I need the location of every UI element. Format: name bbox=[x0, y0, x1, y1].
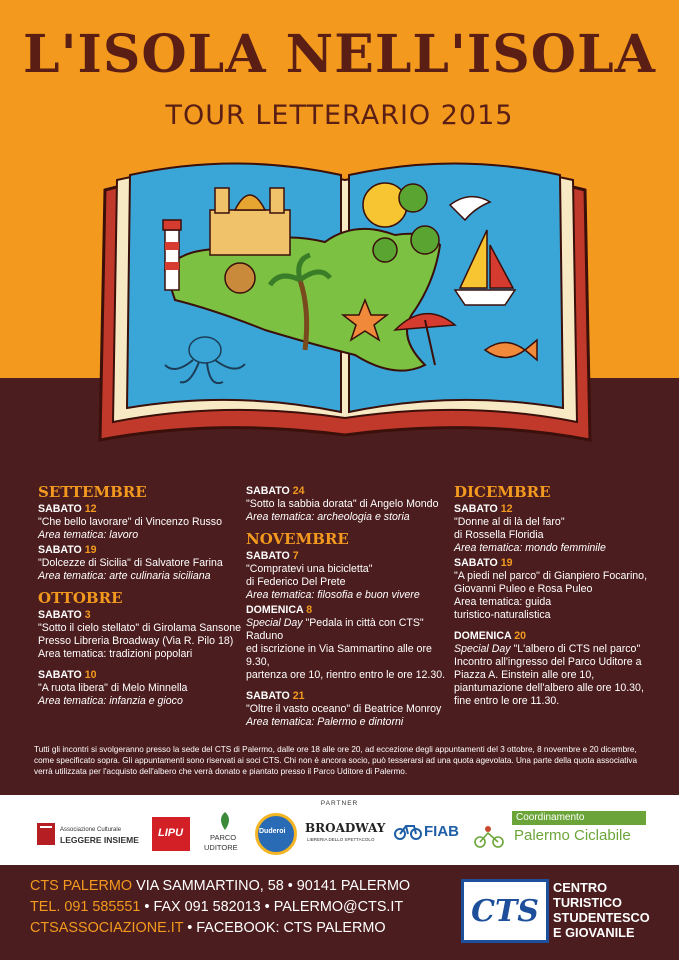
event-author: di Rossella Floridia bbox=[454, 529, 544, 541]
leggere-insieme-logo bbox=[36, 817, 146, 853]
event-detail: piantumazione dell'albero alle ore 10.30, bbox=[454, 682, 644, 694]
month-heading: DICEMBRE bbox=[454, 483, 551, 501]
event-detail: Piazza A. Einstein alle ore 10, bbox=[454, 669, 595, 681]
event-date: SABATO 3 bbox=[38, 609, 91, 621]
compass-drawing bbox=[225, 263, 255, 293]
leaf-icon bbox=[216, 811, 234, 831]
event-title: Special Day "Pedala in città con CTS" Raduno bbox=[246, 617, 424, 642]
event-title: Special Day "L'albero di CTS nel parco" bbox=[454, 643, 641, 655]
event-title: "Dolcezze di Sicilia" di Salvatore Farina bbox=[38, 557, 223, 569]
cts-full-name bbox=[553, 880, 673, 940]
event-title: "Donne al di là del faro" bbox=[454, 516, 565, 528]
partner-name: LIPU bbox=[158, 827, 184, 839]
event-title: "Sotto la sabbia dorata" di Angelo Mondo bbox=[246, 498, 439, 510]
event-detail: fine entro le ore 11.30. bbox=[454, 695, 560, 707]
event-area: Area tematica: infanzia e gioco bbox=[38, 695, 183, 707]
event-area: Area tematica: arte culinaria siciliana bbox=[38, 570, 211, 582]
cts-name-line: STUDENTESCO bbox=[553, 910, 650, 925]
event-location: Presso Libreria Broadway (Via R. Pilo 18) bbox=[38, 635, 234, 647]
poster-subtitle: TOUR LETTERARIO 2015 bbox=[165, 100, 514, 131]
partner-name: BROADWAY bbox=[305, 821, 386, 835]
tree-drawing bbox=[373, 238, 397, 262]
event-title: "A piedi nel parco" di Gianpiero Focarino, bbox=[454, 570, 648, 582]
parco-uditore-logo bbox=[200, 811, 250, 857]
partner-name: PARCO bbox=[210, 833, 237, 842]
broadway-logo bbox=[305, 821, 387, 849]
cts-name-line: TURISTICO bbox=[553, 895, 622, 910]
lighthouse-drawing bbox=[163, 220, 181, 290]
partners-strip bbox=[0, 795, 679, 865]
partner-name: Palermo Ciclabile bbox=[514, 827, 631, 844]
event-date: SABATO 21 bbox=[246, 690, 305, 702]
partner-name: FIAB bbox=[424, 823, 459, 840]
event-date: SABATO 10 bbox=[38, 669, 97, 681]
cts-name-line: CENTRO bbox=[553, 880, 608, 895]
contact-info bbox=[30, 876, 410, 939]
phone-line: TEL. 091 585551 • FAX 091 582013 • PALERMO@CTS.IT bbox=[30, 899, 404, 915]
partner-sub: Coordinamento bbox=[512, 811, 646, 825]
event-date: DOMENICA 20 bbox=[454, 630, 527, 642]
book-icon bbox=[36, 821, 56, 847]
cts-logo-letters: CTS bbox=[471, 894, 539, 929]
partner-name: Duderoi bbox=[259, 828, 286, 835]
cts-logo bbox=[461, 879, 549, 943]
month-heading: OTTOBRE bbox=[38, 589, 123, 607]
event-detail: ed iscrizione in Via Sammartino alle ore 9.30, bbox=[246, 643, 432, 668]
event-area: Area tematica: guida bbox=[454, 596, 552, 608]
event-area: Area tematica: filosofia e buon vivere bbox=[246, 589, 420, 601]
event-author: di Federico Del Prete bbox=[246, 576, 346, 588]
palermo-ciclabile-logo bbox=[472, 811, 648, 855]
event-date: SABATO 19 bbox=[38, 544, 97, 556]
poster-title: L'ISOLA NELL'ISOLA bbox=[23, 24, 656, 85]
event-author: Giovanni Puleo e Rosa Puleo bbox=[454, 583, 593, 595]
partner-name: LEGGERE INSIEME bbox=[60, 835, 139, 845]
event-date: SABATO 24 bbox=[246, 485, 305, 497]
cathedral-drawing bbox=[210, 188, 290, 255]
event-title: "A ruota libera" di Melo Minnella bbox=[38, 682, 188, 694]
cts-name-line: E GIOVANILE bbox=[553, 925, 635, 940]
lipu-logo bbox=[152, 817, 190, 851]
partner-name: UDITORE bbox=[204, 843, 238, 852]
tree-drawing bbox=[411, 226, 439, 254]
event-date: SABATO 12 bbox=[454, 503, 513, 515]
event-detail: partenza ore 10, rientro entro le ore 12.30. bbox=[246, 669, 446, 681]
event-area: Area tematica: lavoro bbox=[38, 529, 139, 541]
web-line: CTSASSOCIAZIONE.IT • FACEBOOK: CTS PALERMO bbox=[30, 920, 386, 936]
partners-label: PARTNER bbox=[320, 800, 359, 807]
event-area: turistico-naturalistica bbox=[454, 609, 551, 621]
duderoi-logo bbox=[255, 813, 297, 855]
event-area: Area tematica: Palermo e dintorni bbox=[246, 716, 404, 728]
fiab-logo bbox=[394, 819, 464, 847]
event-detail: Incontro all'ingresso del Parco Uditore a bbox=[454, 656, 642, 668]
month-heading: SETTEMBRE bbox=[38, 483, 147, 501]
schedule-column-1 bbox=[38, 483, 248, 708]
event-date: SABATO 12 bbox=[38, 503, 97, 515]
partner-sub: LIBRERIA DELLO SPETTACOLO bbox=[307, 837, 375, 842]
event-area: Area tematica: mondo femminile bbox=[454, 542, 606, 554]
event-title: "Oltre il vasto oceano" di Beatrice Monroy bbox=[246, 703, 442, 715]
bicycle-icon bbox=[394, 821, 422, 841]
footnote: Tutti gli incontri si svolgeranno presso la sede del CTS di Palermo, dalle ore 18 alle ore 20, ad eccezione degli appuntamenti del 3 ottobre, 8 novembre e 20 dicembre, come specificato sopra. Gli appuntamenti sono riservati ai soci CTS. Chi non è ancora socio, può tesserarsi ad una quota agevolata. Una parte della quota associativa verrà utilizzata per l'acquisto dell'albero che verrà donato e piantato presso il Parco Uditore di Palermo. bbox=[34, 745, 638, 776]
event-date: SABATO 19 bbox=[454, 557, 513, 569]
schedule-column-2 bbox=[246, 483, 451, 729]
event-date: SABATO 7 bbox=[246, 550, 299, 562]
event-title: "Compratevi una bicicletta" bbox=[246, 563, 373, 575]
cyclists-icon bbox=[472, 825, 508, 849]
month-heading: NOVEMBRE bbox=[246, 530, 349, 548]
event-title: "Che bello lavorare" di Vincenzo Russo bbox=[38, 516, 222, 528]
event-title: "Sotto il cielo stellato" di Girolama Sansone bbox=[38, 622, 242, 634]
address-line: CTS PALERMO VIA SAMMARTINO, 58 • 90141 PALERMO bbox=[30, 878, 411, 894]
schedule-column-3 bbox=[454, 483, 664, 708]
open-book-illustration bbox=[95, 150, 595, 455]
partner-sub: Associazione Culturale bbox=[60, 827, 122, 833]
event-area: Area tematica: archeologia e storia bbox=[246, 511, 410, 523]
event-area: Area tematica: tradizioni popolari bbox=[38, 648, 193, 660]
tree-drawing bbox=[399, 184, 427, 212]
event-date: DOMENICA 8 bbox=[246, 604, 313, 616]
